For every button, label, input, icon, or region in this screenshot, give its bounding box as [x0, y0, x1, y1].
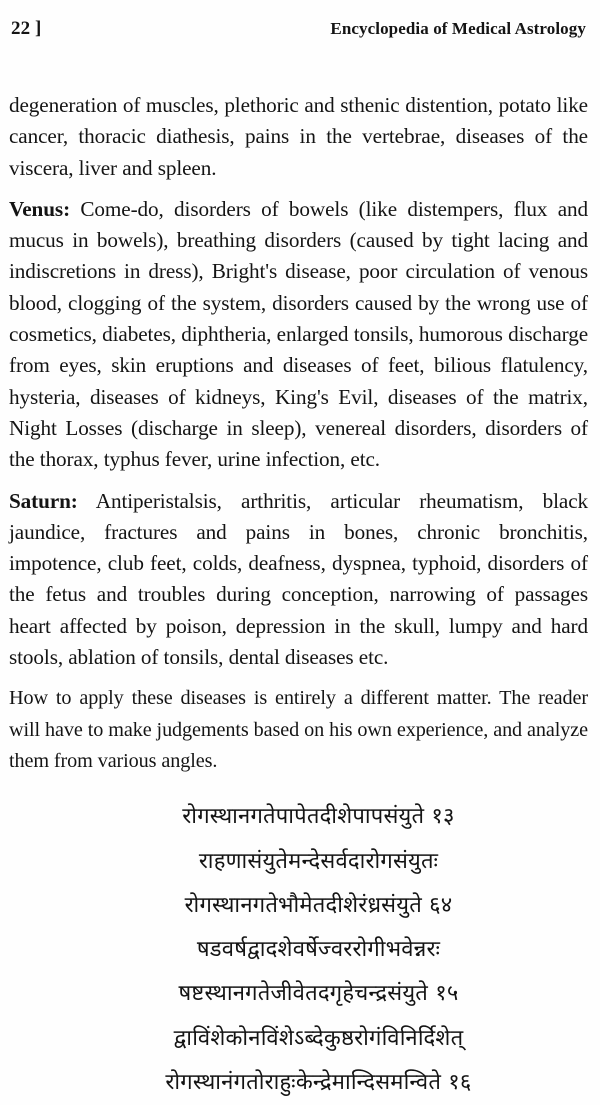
running-header — [9, 18, 588, 48]
paragraph-saturn — [9, 486, 588, 674]
paragraph-text: How to apply these diseases is entirely a different matter. The reader will have to make judgements based on his own experience, and analyze them from various angles. — [9, 687, 588, 772]
paragraph-application-note — [9, 683, 588, 777]
paragraph-text: degeneration of muscles, plethoric and sthenic distention, potato like cancer, thoracic diathesis, pains in the vertebrae, diseases of the viscera, liver and spleen. — [9, 93, 588, 180]
paragraph-text: Come-do, disorders of bowels (like distempers, flux and mucus in bowels), breathing disorders (caused by tight lacing and indiscretions in dress), Bright's disease, poor circulation of venous blood, clogging of the system, disorders caused by the wrong use of cosmetics, diabetes, diphtheria, enlarged tonsils, humorous discharge from eyes, skin eruptions and diseases of feet, bilious flatulency, hysteria, diseases of kidneys, King's Evil, diseases of the matrix, Night Losses (discharge in sleep), venereal disorders, disorders of the thorax, typhus fever, urine infection, etc. — [9, 196, 588, 472]
body-text — [9, 90, 588, 777]
paragraph-mars-continued — [9, 90, 588, 184]
paragraph-venus — [9, 194, 588, 476]
book-title: Encyclopedia of Medical Astrology — [330, 19, 586, 38]
planet-label-saturn: Saturn: — [9, 488, 78, 513]
verse-line: द्वाविंशेकोनविंशेऽब्देकुष्ठरोगंविनिर्दिशेत् — [173, 1025, 464, 1051]
verse-line: राहणासंयुतेमन्देसर्वदारोगसंयुतः — [198, 848, 439, 874]
verse-line: षष्टस्थानगतेजीवेतदगृहेचन्द्रसंयुते १५ — [178, 981, 459, 1007]
verse-line: रोगस्थानंगतोराहुःकेन्द्रेमान्दिसमन्विते १६ — [165, 1070, 472, 1096]
sanskrit-verses — [9, 795, 588, 1105]
verse-line: षडवर्षद्वादशेवर्षेज्वररोगीभवेन्नरः — [196, 937, 441, 963]
planet-label-venus: Venus: — [9, 196, 71, 221]
paragraph-text: Antiperistalsis, arthritis, articular rheumatism, black jaundice, fractures and pains in bones, chronic bronchitis, impotence, club feet, colds, deafness, dyspnea, typhoid, disorders of the fetus and troubles during conception, narrowing of passages heart affected by poison, depression in the skull, lumpy and hard stools, ablation of tonsils, dental diseases etc. — [9, 488, 588, 670]
verse-line: रोगस्थानगतेपापेतदीशेपापसंयुते १३ — [182, 804, 455, 830]
page-number: 22 ] — [11, 18, 42, 39]
verse-line: रोगस्थानगतेभौमेतदीशेरंध्रसंयुते ६४ — [184, 892, 453, 918]
